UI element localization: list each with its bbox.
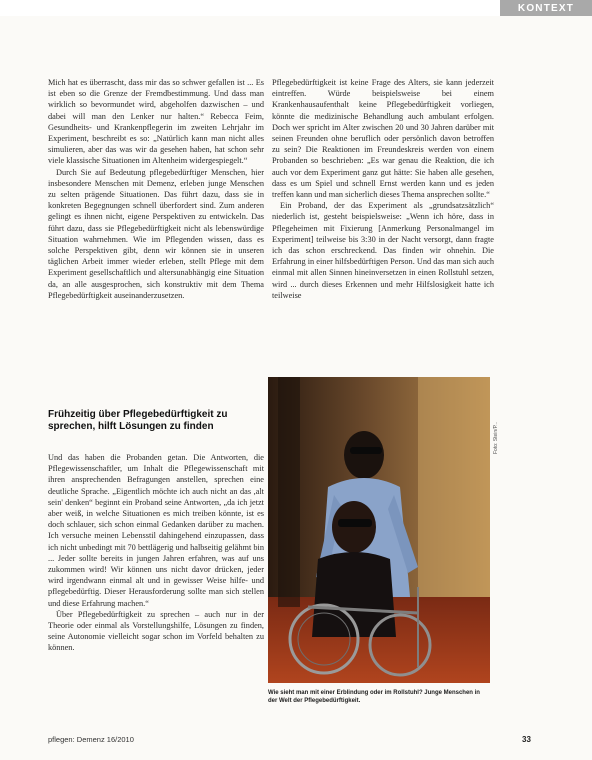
right-column-top: [272, 77, 494, 301]
paragraph: Pflegebedürftigkeit ist keine Frage des Alters, sie kann jederzeit eintreffen. Würde beispielsweise bei einem Krankenhausaufenthalt keine Pflegebedürftigkeit vorliegen, könnte die medizinische Behandlung auch ambulant erfolgen. Doch wer spricht im Alter zwischen 20 und 30 Jahren darüber mit seinen Freunden ohne beruflich oder persönlich davon betroffen zu sein? Die Reaktionen im Freundeskreis werden von einem Probanden so beschrieben: „Es war genau die Reaktion, die ich auch vor dem Experiment ganz gut hätte: Sie haben alle gesehen, dass es um Spiel und schnell Ernst werden kann und es jeden treffen kann und man sicherlich dieses Thema ansprechen sollte.“: [272, 78, 494, 200]
article-photo: [268, 377, 490, 683]
left-column-top: [48, 77, 264, 301]
left-column-bottom: [48, 452, 264, 654]
paragraph: Mich hat es überrascht, dass mir das so schwer gefallen ist ... Es ist eben so die Grenze der Fremdbestimmung. Und dass man wirklich so bevormundet wird, abgeholfen dazwischen – und dabei will man den Lenker nur halten.“ Rebecca Feim, Gesundheits- und Krankenpflegerin im zweiten Lehrjahr im Experiment, beschreibt es so: „Natürlich kann man nicht alles simulieren, aber das was wir da gesehen haben, hat schon sehr viele klassische Situationen im Altenheim widergespiegelt.“: [48, 78, 264, 166]
paragraph: Durch Sie auf Bedeutung pflegebedürftiger Menschen, hier insbesondere Menschen mit Demenz, erleben junge Menschen zu selten prägende Situationen. Das führt dazu, dass sie in konkreten Begegnungen schnell überfordert sind. Zum anderen gelingt es ihnen nicht, eigene Perspektiven zu entwickeln. Das führt dazu, dass sie Pflegebedürftigkeit nicht als lebenswürdige Situation wahrnehmen. Wie im Pflegenden wissen, dass es solche Perspektiven gibt, denn wir können sie in unseren täglichen Arbeit immer wieder erleben, stellt Pflege mit dem Experiment gesellschaftlich und altersunabhängig eine Situation da, an alle ausgesprochen, sich konstruktiv mit dem Thema Pflegebedürftigkeit auseinanderzusetzen.: [48, 167, 264, 300]
paragraph: Ein Proband, der das Experiment als „grundsatzsätzlich“ niederlich ist, gesteht beispielsweise: „Wenn ich höre, dass in Pflegeheimen mit Fixierung [Anmerkung Personalmangel im Experiment] teilweise bis 3:30 in der Nacht versorgt, dann fragte ich das schon erschreckend. Das finden wir ohnehin. Die Erfahrung in einer hilfsbedürftigen Person. Und das man sich auch einmal mit allen Sinnen hineinversetzen in einen Rollstuhl setzen, wird ... durch dieses Erkennen und mehr Hilfslosigkeit hatte ich teilweise: [272, 201, 494, 300]
section-label: KONTEXT: [500, 0, 592, 16]
photo-credit: Foto: Stein/P...: [493, 421, 499, 454]
magazine-footer: pflegen: Demenz 16/2010: [48, 735, 134, 744]
wheelchair-scene-image: [268, 377, 490, 683]
page-number: 33: [522, 735, 531, 744]
subheading: Frühzeitig über Pflegebedürftigkeit zu sprechen, hilft Lösungen zu finden: [48, 409, 228, 432]
photo-caption: Wie sieht man mit einer Erblindung oder im Rollstuhl? Junge Menschen in der Welt der Pflegebedürftigkeit.: [268, 690, 480, 704]
paragraph: Und das haben die Probanden getan. Die Antworten, die Pflegewissenschaftler, um Inhalt die Pflegewissenschaft mit ihren ansprechenden Befragungen anstellen, sprechen eine deutliche Sprache. „Eigentlich möchte ich auch nicht an das ,alt sein' denken“ beginnt ein Proband seine Antworten, „da ich jetzt aber weiß, in welche Situationen es mich treiben könnte, ist es doch schlauer, sich schon einmal Gedanken darüber zu machen. Ich versuche meinen Lebensstil dahingehend einzupassen, dass ich nicht unbedingt mit 70 bettlägerig und halbseitig gelähmt bin ... Jeder sollte bereits in jungen Jahren erfahren, was auf uns zukommen wird! Wir können uns nicht davor drücken, jeder wird irgendwann einmal alt und in gewisser Weise hilfe- und pflegebedürftig. Dieser Herausforderung sollte man sich stellen und diese Erfahrung machen.“: [48, 453, 264, 608]
paragraph: Über Pflegebedürftigkeit zu sprechen – auch nur in der Theorie oder einmal als Vorstellungshilfe, Lösungen zu finden, seine Autonomie vielleicht sogar schon im Vorfeld behalten zu können.: [48, 609, 264, 653]
